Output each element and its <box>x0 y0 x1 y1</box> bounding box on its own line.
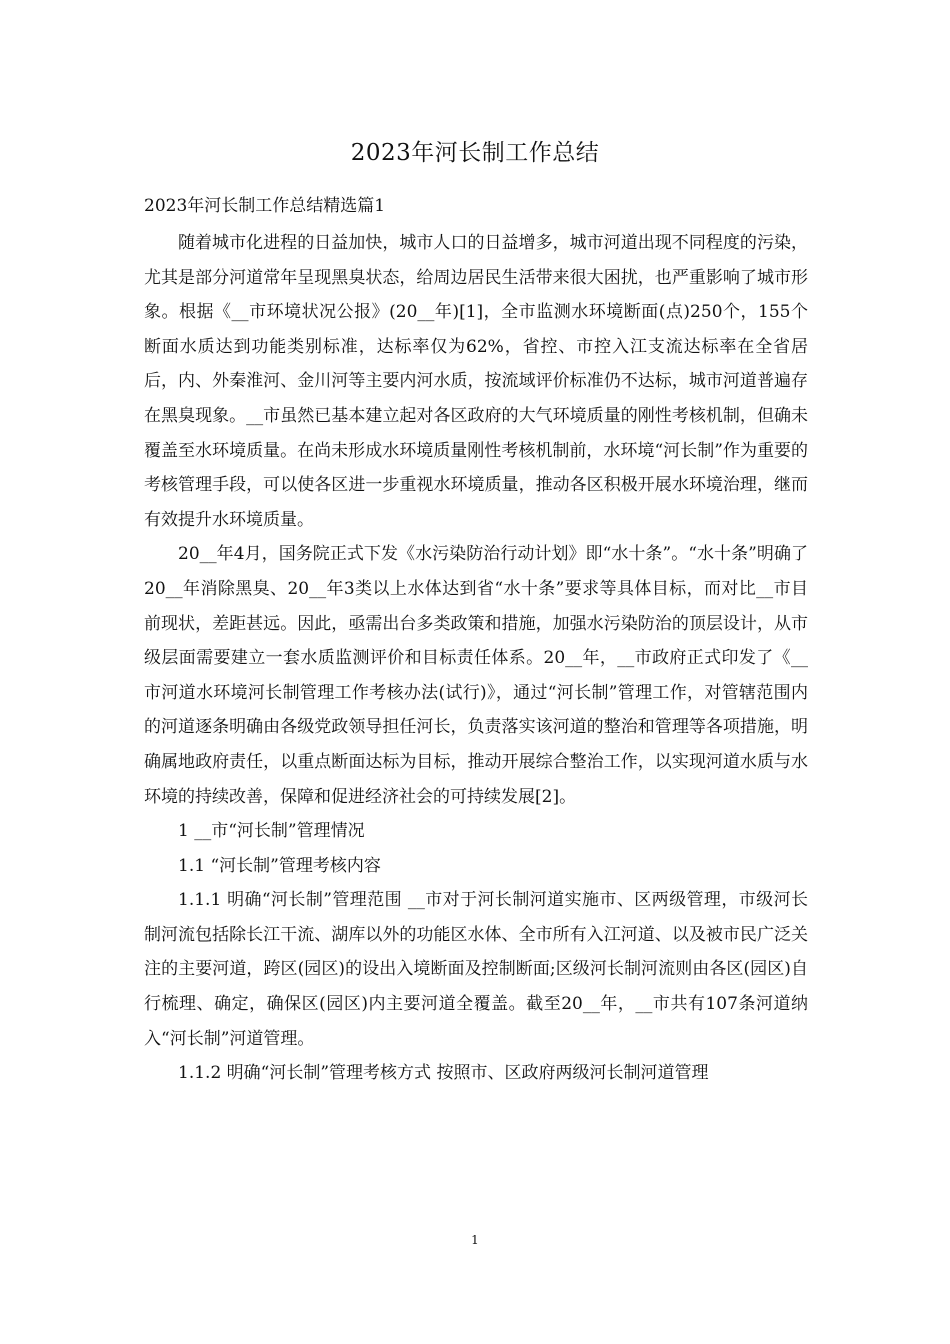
paragraph-policy: 20__年4月，国务院正式下发《水污染防治行动计划》即“水十条”。“水十条”明确了20__年消除黑臭、20__年3类以上水体达到省“水十条”要求等具体目标，而对比__市目前现状，差距甚远。因此，亟需出台多类政策和措施，加强水污染防治的顶层设计，从市级层面需要建立一套水质监测评价和目标责任体系。20__年，__市政府正式印发了《__市河道水环境河长制管理工作考核办法(试行)》，通过“河长制”管理工作，对管辖范围内的河道逐条明确由各级党政领导担任河长，负责落实该河道的整治和管理等各项措施，明确属地政府责任，以重点断面达标为目标，推动开展综合整治工作，以实现河道水质与水环境的持续改善，保障和促进经济社会的可持续发展[2]。 <box>144 544 808 807</box>
paragraph-1-1-1: 1.1.1 明确“河长制”管理范围 __市对于河长制河道实施市、区两级管理，市级河长制河流包括除长江干流、湖库以外的功能区水体、全市所有入江河道、以及被市民广泛关注的主要河道，跨区(园区)的设出入境断面及控制断面;区级河长制河流则由各区(园区)自行梳理、确定，确保区(园区)内主要河道全覆盖。截至20__年，__市共有107条河道纳入“河长制”河道管理。 <box>144 890 808 1049</box>
document-subtitle: 2023年河长制工作总结精选篇1 <box>144 196 386 216</box>
paragraph-intro: 随着城市化进程的日益加快，城市人口的日益增多，城市河道出现不同程度的污染，尤其是部分河道常年呈现黑臭状态，给周边居民生活带来很大困扰，也严重影响了城市形象。根据《__市环境状况公报》(20__年)[1]，全市监测水环境断面(点)250个，155个断面水质达到功能类别标准，达标率仅为62%，省控、市控入江支流达标率在全省居后，内、外秦淮河、金川河等主要内河水质，按流域评价标准仍不达标，城市河道普遍存在黑臭现象。__市虽然已基本建立起对各区政府的大气环境质量的刚性考核机制，但确未覆盖至水环境质量。在尚未形成水环境质量刚性考核机制前，水环境“河长制”作为重要的考核管理手段，可以使各区进一步重视水环境质量，推动各区积极开展水环境治理，继而有效提升水环境质量。 <box>144 233 808 530</box>
page-number: 1 <box>471 1233 479 1247</box>
section-heading-1-1: 1.1 “河长制”管理考核内容 <box>178 855 381 876</box>
document-title: 2023年河长制工作总结 <box>350 140 600 166</box>
document-body <box>144 226 808 1091</box>
section-heading-1: 1 __市“河长制”管理情况 <box>178 821 365 842</box>
paragraph-1-1-2: 1.1.2 明确“河长制”管理考核方式 按照市、区政府两级河长制河道管理 <box>178 1063 709 1084</box>
